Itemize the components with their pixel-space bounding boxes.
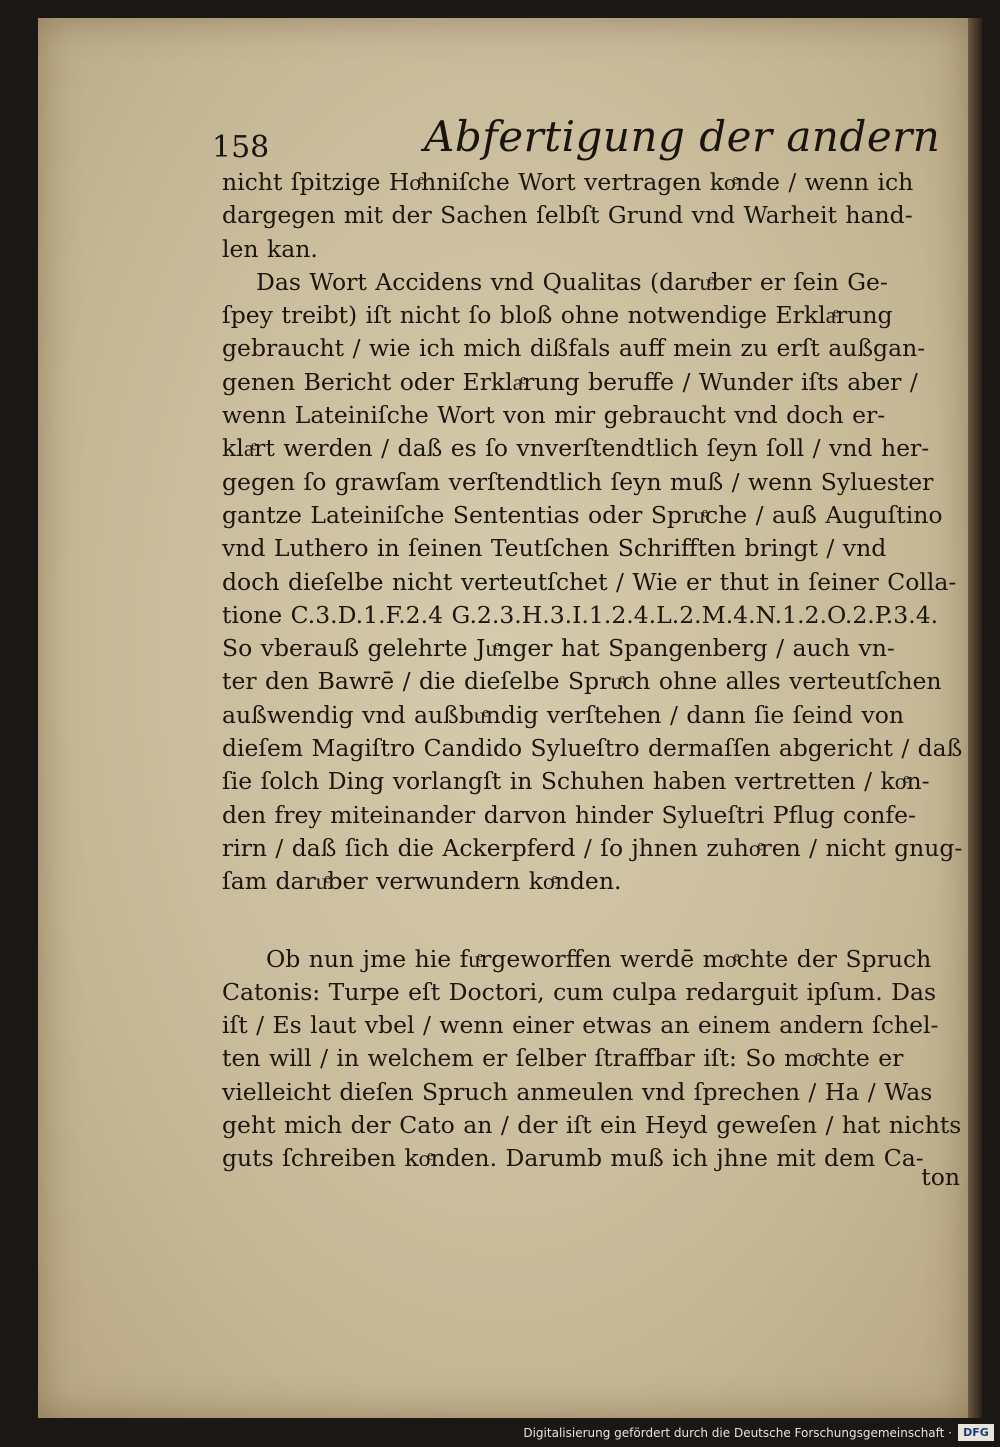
text-line: len kan.	[222, 234, 318, 263]
paragraph-1	[222, 166, 962, 266]
text-line: iſt / Es laut vbel / wenn einer etwas an einem andern ſchel-	[222, 1011, 939, 1040]
text-line: ſam daruͤber verwundern koͤnden.	[222, 867, 622, 896]
page-number: 158	[212, 130, 270, 165]
text-line: gantze Lateiniſche Sententias oder Spruͤche / auß Auguſtino	[222, 500, 943, 529]
text-line: ter den Bawrē / die dieſelbe Spruͤch ohne alles verteutſchen	[222, 667, 942, 696]
text-line: dargegen mit der Sachen ſelbſt Grund vnd Warheit hand-	[222, 201, 913, 230]
text-line: doch dieſelbe nicht verteutſchet / Wie er thut in ſeiner Colla-	[222, 567, 957, 596]
text-line: wenn Lateiniſche Wort von mir gebraucht vnd doch er-	[222, 401, 886, 430]
text-line: vielleicht dieſen Spruch anmeulen vnd ſprechen / Ha / Was	[222, 1077, 933, 1106]
running-head: Abfertigung der andern	[424, 112, 941, 161]
text-line: guts ſchreiben koͤnden. Darumb muß ich jhne mit dem Ca-	[222, 1144, 924, 1173]
text-line: dieſem Magiſtro Candido Sylueſtro dermaſſen abgericht / daß	[222, 734, 963, 763]
paragraph-2	[222, 266, 962, 899]
dfg-logo: DFG	[958, 1424, 994, 1441]
text-line: gegen ſo grawſam verſtendtlich ſeyn muß / wenn Syluester	[222, 467, 934, 496]
paragraph-3	[222, 943, 962, 1176]
page-text	[222, 166, 962, 1176]
text-line: So vberauß gelehrte Juͤnger hat Spangenberg / auch vn-	[222, 634, 895, 663]
text-line: den frey miteinander darvon hinder Sylueſtri Pflug confe-	[222, 800, 916, 829]
text-line: Das Wort Accidens vnd Qualitas (daruͤber er ſein Ge-	[256, 267, 888, 296]
text-line: ſpey treibt) iſt nicht ſo bloß ohne notwendige Erklaͤrung	[222, 301, 893, 330]
text-line: ten will / in welchem er ſelber ſtraffbar iſt: So moͤchte er	[222, 1044, 904, 1073]
text-line: Ob nun jme hie fuͤrgeworffen werdē moͤchte der Spruch	[266, 944, 932, 973]
text-line: außwendig vnd außbuͤndig verſtehen / dann ſie ſeind von	[222, 700, 905, 729]
text-line: vnd Luthero in ſeinen Teutſchen Schrifften bringt / vnd	[222, 534, 887, 563]
text-line: gebraucht / wie ich mich dißfals auff mein zu erſt außgan-	[222, 334, 926, 363]
text-line: genen Bericht oder Erklaͤrung beruffe / Wunder iſts aber /	[222, 367, 918, 396]
text-line: tione C.3.D.1.F.2.4 G.2.3.H.3.I.1.2.4.L.2.M.4.N.1.2.O.2.P.3.4.	[222, 600, 939, 629]
catchword: ton	[921, 1163, 960, 1191]
footer-bar	[0, 1419, 1000, 1447]
text-line: geht mich der Cato an / der iſt ein Heyd geweſen / hat nichts	[222, 1111, 962, 1140]
text-line: nicht ſpitzige Hoͤhniſche Wort vertragen koͤnde / wenn ich	[222, 168, 914, 196]
text-line: Catonis: Turpe eſt Doctori, cum culpa redarguit ipſum. Das	[222, 977, 937, 1006]
page-header	[212, 112, 972, 172]
page-gutter	[968, 18, 982, 1418]
digitization-credit: Digitalisierung gefördert durch die Deutsche Forschungsgemeinschaft ·	[523, 1426, 952, 1440]
text-line: rirn / daß ſich die Ackerpferd / ſo jhnen zuhoͤren / nicht gnug-	[222, 833, 963, 862]
text-line: ſie ſolch Ding vorlangſt in Schuhen haben vertretten / koͤn-	[222, 767, 930, 796]
text-line: klaͤrt werden / daß es ſo vnverſtendtlich ſeyn ſoll / vnd her-	[222, 434, 930, 463]
